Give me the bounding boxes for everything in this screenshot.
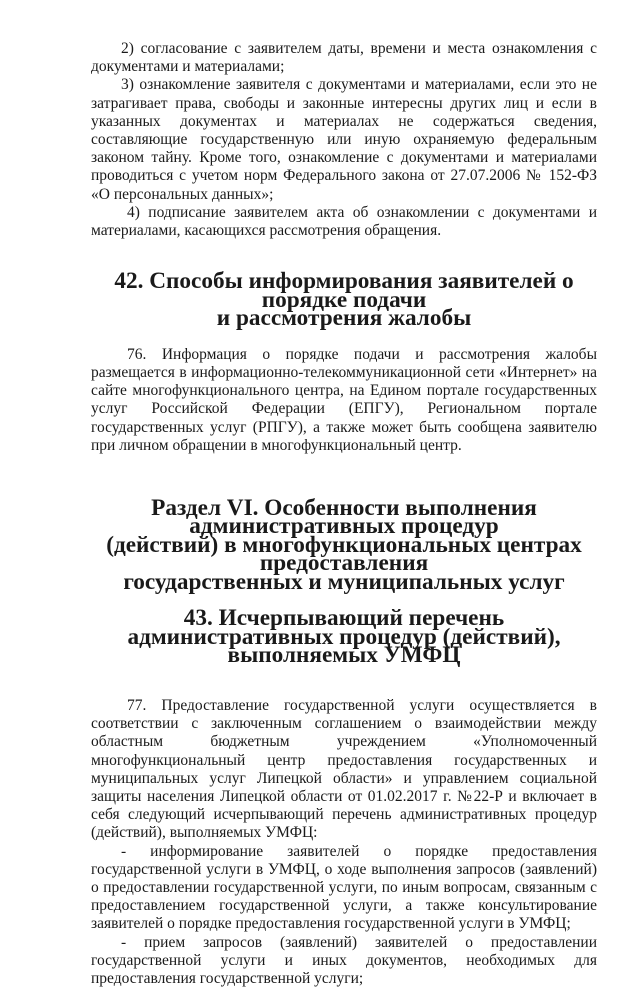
heading-42: [91, 268, 597, 332]
list-item-2: 2) согласование с заявителем даты, времени и места ознакомления с документами и материалами;: [91, 40, 597, 76]
section-6-heading: [91, 494, 597, 595]
heading-42-line2: и рассмотрения жалобы: [216, 305, 472, 332]
list-item-3: 3) ознакомление заявителя с документами и материалами, если это не затрагивает права, свободы и законные интересны других лиц и если в указанных документах и материалах не содержаться сведения, составляющие государственную или иную охраняемую федеральным законом тайну. Кроме того, ознакомление с документами и материалами проводиться с учетом норм Федерального закона от 27.07.2006 № 152-ФЗ «О персональных данных»;: [91, 76, 597, 203]
dash-item-informing: - информирование заявителей о порядке предоставления государственной услуги в УМФЦ, о ходе выполнения запросов (заявлений) о предоставлении государственной услуги, по иным вопросам, связанным с предоставлением государственной услуги, а также консультирование заявителей о порядке предоставления государственной услуги в УМФЦ;: [91, 842, 597, 933]
heading-43-line1: 43. Исчерпывающий перечень административных процедур (действий),: [127, 605, 561, 650]
paragraph-77: 77. Предоставление государственной услуги осуществляется в соответствии с заключенным соглашением о взаимодействии между областным бюджетным учреждением «Уполномоченный многофункциональный центр предоставления государственных и муниципальных услуг Липецкой области» и управлением социальной защиты населения Липецкой области от 01.02.2017 г. №22-Р и включает в себя следующий исчерпывающий перечень административных процедур (действий), выполняемых УМФЦ:: [91, 696, 597, 842]
heading-43-line2: выполняемых УМФЦ: [227, 642, 461, 669]
heading-43: [91, 605, 597, 669]
list-item-4: 4) подписание заявителем акта об ознакомлении с документами и материалами, касающихся рассмотрения обращения.: [91, 203, 597, 240]
section-6-line2: (действий) в многофункциональных центрах предоставления: [106, 531, 582, 577]
section-6-line3: государственных и муниципальных услуг: [123, 568, 565, 595]
document-page: [91, 40, 597, 988]
section-6-line1: Раздел VI. Особенности выполнения административных процедур: [151, 494, 537, 540]
dash-item-reception: - прием запросов (заявлений) заявителей о предоставлении государственной услуги и иных документов, необходимых для предоставления государственной услуги;: [91, 933, 597, 987]
heading-42-line1: 42. Способы информирования заявителей о порядке подачи: [114, 268, 574, 313]
paragraph-76: 76. Информация о порядке подачи и рассмотрения жалобы размещается в информационно-телекоммуникационной сети «Интернет» на сайте многофункционального центра, на Едином портале государственных услуг Российской Федерации (ЕПГУ), Региональном портале государственных услуг (РПГУ), а также может быть сообщена заявителю при личном обращении в многофункциональный центр.: [91, 345, 597, 454]
